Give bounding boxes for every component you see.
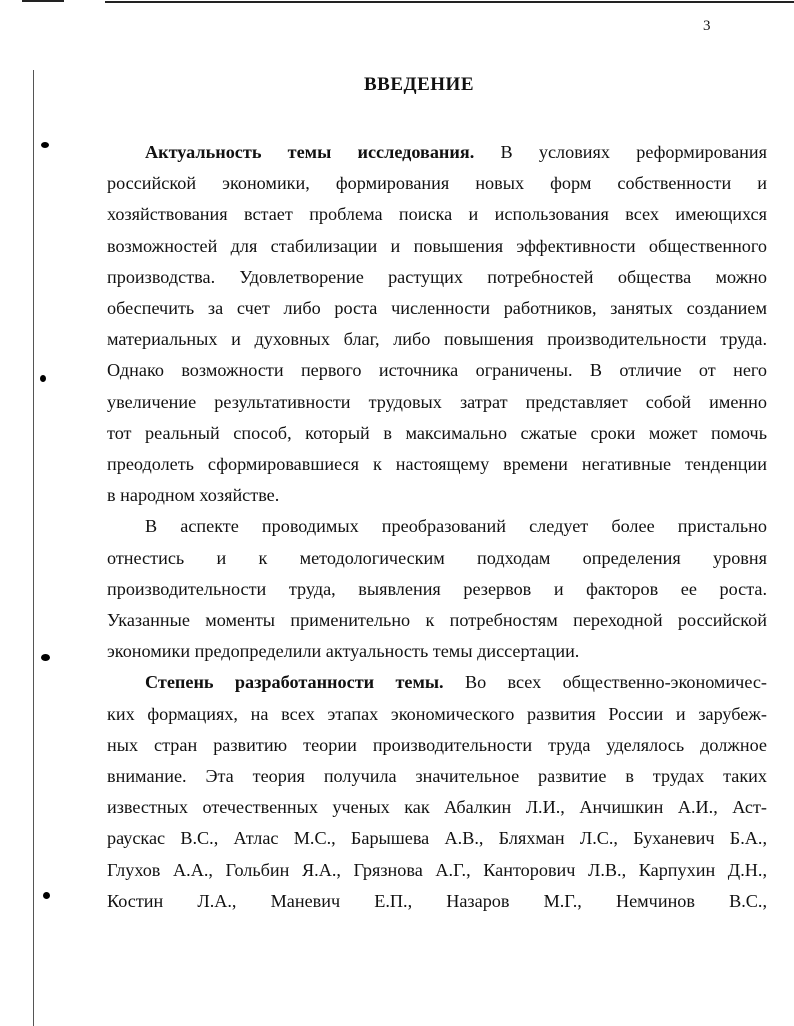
text-line: производства. Удовлетворение растущих потребностей общества можно bbox=[107, 266, 767, 287]
text-line: производительности труда, выявления резервов и факторов ее роста. bbox=[107, 578, 767, 599]
paragraph-relevance bbox=[107, 137, 767, 511]
text-line bbox=[107, 137, 767, 168]
text-line: известных отечественных ученых как Абалкин Л.И., Анчишкин А.И., Аст- bbox=[107, 797, 767, 818]
text-line: увеличение результативности трудовых затрат представляет собой именно bbox=[107, 391, 767, 412]
text-line: хозяйствования встает проблема поиска и использования всех имеющихся bbox=[107, 204, 767, 225]
text-line: раускас В.С., Атлас М.С., Барышева А.В., Бляхман Л.С., Буханевич Б.А., bbox=[107, 828, 767, 849]
binding-hole-mark bbox=[41, 654, 50, 661]
text-line: российской экономики, формирования новых форм собственности и bbox=[107, 173, 767, 194]
paragraph-aspect bbox=[107, 511, 767, 667]
binding-hole-mark bbox=[41, 142, 49, 148]
section-lead-development: Степень разработанности темы. bbox=[145, 672, 444, 693]
section-lead-relevance: Актуальность темы исследования. bbox=[145, 142, 475, 162]
text-line: возможностей для стабилизации и повышения эффективности общественного bbox=[107, 235, 767, 256]
scan-edge-line bbox=[105, 1, 794, 3]
text-line bbox=[107, 667, 767, 698]
text-line: преодолеть сформировавшиеся к настоящему времени негативные тенденции bbox=[107, 454, 767, 475]
text-line-content: В условиях реформирования bbox=[474, 142, 767, 162]
scan-margin-line bbox=[33, 70, 34, 1026]
binding-hole-mark bbox=[40, 375, 46, 382]
binding-hole-mark bbox=[43, 892, 50, 899]
text-line: тот реальный способ, который в максимально сжатые сроки может помочь bbox=[107, 422, 767, 443]
text-line: Указанные моменты применительно к потребностям переходной российской bbox=[107, 610, 767, 631]
text-line: В аспекте проводимых преобразований следует более пристально bbox=[145, 516, 767, 537]
text-line: Глухов А.А., Гольбин Я.А., Грязнова А.Г., Канторович Л.В., Карпухин Д.Н., bbox=[107, 859, 767, 880]
text-line: ких формациях, на всех этапах экономического развития России и зарубеж- bbox=[107, 703, 767, 724]
text-line: Костин Л.А., Маневич Е.П., Назаров М.Г., Немчинов В.С., bbox=[107, 890, 767, 911]
paragraph-development-degree bbox=[107, 667, 767, 917]
text-line: отнестись и к методологическим подходам определения уровня bbox=[107, 547, 767, 568]
text-line: внимание. Эта теория получила значительное развитие в трудах таких bbox=[107, 766, 767, 787]
text-line: в народном хозяйстве. bbox=[107, 485, 280, 506]
page-number: 3 bbox=[703, 18, 711, 34]
page-title: ВВЕДЕНИЕ bbox=[364, 74, 474, 95]
document-body bbox=[107, 137, 767, 917]
text-line: ных стран развитию теории производительности труда уделялось должное bbox=[107, 734, 767, 755]
text-line: экономики предопределили актуальность темы диссертации. bbox=[107, 641, 580, 662]
text-line: обеспечить за счет либо роста численности работников, занятых созданием bbox=[107, 298, 767, 319]
text-line-content: Во всех общественно-экономичес- bbox=[443, 672, 767, 693]
text-line: Однако возможности первого источника ограничены. В отличие от него bbox=[107, 360, 767, 381]
scan-edge-line bbox=[22, 0, 64, 2]
text-line: материальных и духовных благ, либо повышения производительности труда. bbox=[107, 329, 767, 350]
